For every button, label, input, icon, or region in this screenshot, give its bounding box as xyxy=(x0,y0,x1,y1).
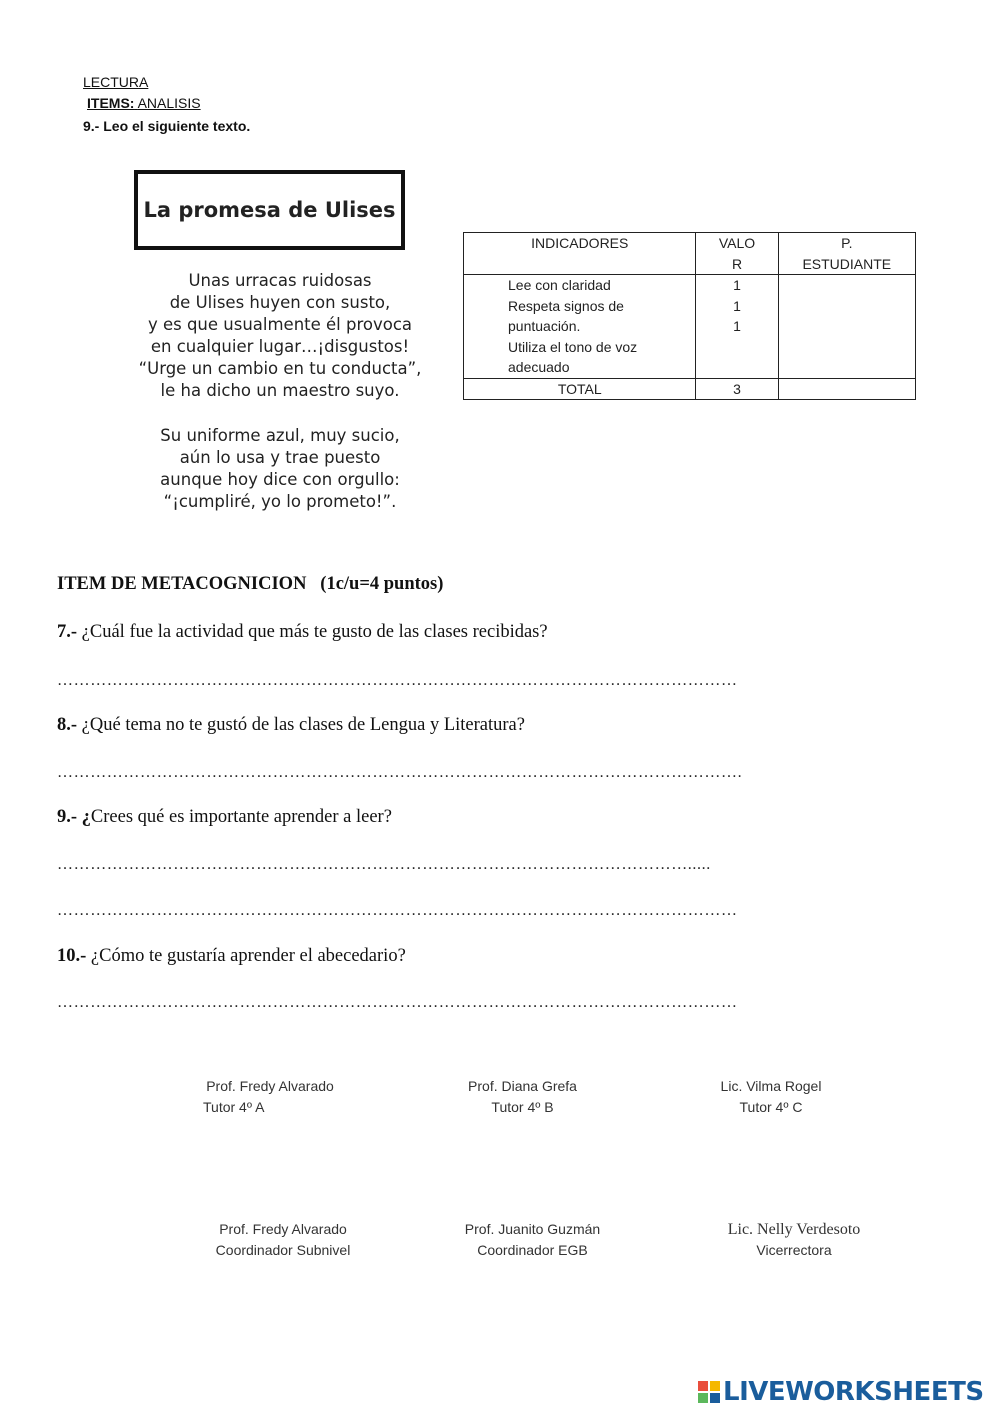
poem-line: de Ulises huyen con susto, xyxy=(169,293,391,312)
signature-block xyxy=(700,1076,842,1118)
signature-name: Prof. Fredy Alvarado xyxy=(219,1221,347,1237)
signature-block xyxy=(190,1076,350,1118)
rubric-table xyxy=(463,232,916,400)
answer-line[interactable]: ……………………………………………………………………………………………………..... xyxy=(57,856,711,873)
total-student-cell[interactable] xyxy=(778,378,915,400)
question-10: 10.- ¿Cómo te gustaría aprender el abecedario? xyxy=(57,946,406,966)
signature-role: Coordinador Subnivel xyxy=(215,1242,351,1258)
poem-line: y es que usualmente él provoca xyxy=(147,315,413,334)
signature-block xyxy=(714,1219,874,1261)
signature-name: Prof. Diana Grefa xyxy=(468,1078,577,1094)
signature-block xyxy=(450,1076,595,1118)
poem-stanza-2 xyxy=(110,425,450,513)
signature-name: Lic. Nelly Verdesoto xyxy=(727,1221,861,1238)
answer-line[interactable]: …………………………………………………………………………………………………………… xyxy=(57,994,738,1011)
signature-block xyxy=(198,1219,368,1261)
poem-title: La promesa de Ulises xyxy=(134,170,405,250)
value-list: 1 1 1 xyxy=(696,275,778,379)
signature-role: Tutor 4º A xyxy=(203,1099,265,1115)
section-label: LECTURA xyxy=(83,74,149,90)
brand-square xyxy=(698,1393,708,1403)
answer-line[interactable]: …………………………………………………………………………………………………………… xyxy=(57,672,738,689)
poem-line: aunque hoy dice con orgullo: xyxy=(160,470,400,489)
question-9: 9.- ¿Crees qué es importante aprender a leer? xyxy=(57,807,392,827)
poem-line: Unas urracas ruidosas xyxy=(188,271,372,290)
brand-square xyxy=(710,1381,720,1391)
signature-role: Tutor 4º B xyxy=(491,1099,554,1115)
table-total-row xyxy=(464,378,916,400)
answer-line[interactable]: ……………………………………………………………………………………………………………. xyxy=(57,764,743,781)
poem-line: Su uniforme azul, muy sucio, xyxy=(160,426,400,445)
signature-role: Tutor 4º C xyxy=(739,1099,803,1115)
signature-block xyxy=(450,1219,615,1261)
brand-square xyxy=(710,1393,720,1403)
header-indicators: INDICADORES xyxy=(464,233,696,275)
brand-name: LIVEWORKSHEETS xyxy=(723,1377,984,1407)
signature-name: Prof. Fredy Alvarado xyxy=(206,1078,334,1094)
signature-name: Prof. Juanito Guzmán xyxy=(464,1221,601,1237)
total-label: TOTAL xyxy=(464,378,696,400)
brand-square xyxy=(698,1381,708,1391)
indicator-list: Lee con claridad Respeta signos de puntuación. Utiliza el tono de voz adecuado xyxy=(464,275,696,379)
table-header-row xyxy=(464,233,916,275)
student-score-cell[interactable] xyxy=(778,275,915,379)
items-label: ITEMS: ANALISIS xyxy=(87,95,201,111)
poem-stanza-1 xyxy=(110,270,450,402)
question-8: 8.- ¿Qué tema no te gustó de las clases de Lengua y Literatura? xyxy=(57,715,525,735)
signature-role: Coordinador EGB xyxy=(477,1242,588,1258)
poem-line: le ha dicho un maestro suyo. xyxy=(160,381,400,400)
poem-line: aún lo usa y trae puesto xyxy=(179,448,381,467)
total-value: 3 xyxy=(696,378,778,400)
answer-line[interactable]: …………………………………………………………………………………………………………… xyxy=(57,902,738,919)
header-value: VALO R xyxy=(696,233,778,275)
poem-line: “Urge un cambio en tu conducta”, xyxy=(138,359,422,378)
signature-role: Vicerrectora xyxy=(756,1242,832,1258)
header-student-score: P. ESTUDIANTE xyxy=(778,233,915,275)
metacognition-title: ITEM DE METACOGNICION (1c/u=4 puntos) xyxy=(57,574,444,594)
reading-instruction: 9.- Leo el siguiente texto. xyxy=(83,118,251,134)
poem-line: “¡cumpliré, yo lo prometo!”. xyxy=(163,492,397,511)
liveworksheets-logo[interactable] xyxy=(698,1377,984,1407)
signature-name: Lic. Vilma Rogel xyxy=(720,1078,822,1094)
poem-line: en cualquier lugar…¡disgustos! xyxy=(150,337,410,356)
question-7: 7.- ¿Cuál fue la actividad que más te gusto de las clases recibidas? xyxy=(57,622,548,642)
table-row xyxy=(464,275,916,379)
brand-grid-icon xyxy=(698,1381,720,1403)
